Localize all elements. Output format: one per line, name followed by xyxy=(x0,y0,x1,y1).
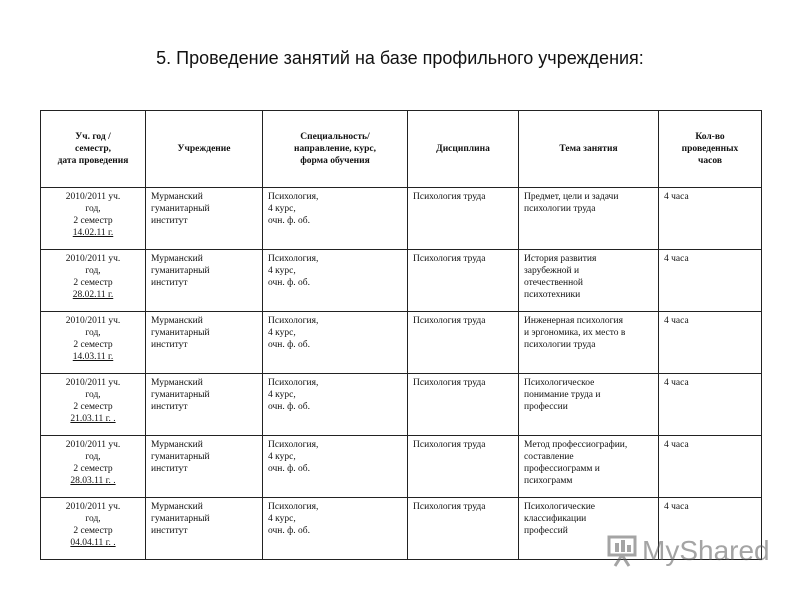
cell-institution xyxy=(146,188,263,250)
cell-date xyxy=(41,312,146,374)
cell-line: Учреждение xyxy=(177,143,231,154)
cell-line: 28.02.11 г. xyxy=(72,290,114,301)
cell-line: 2 семестр xyxy=(73,340,113,351)
cell-discipline: Психология труда xyxy=(408,498,519,560)
cell-line: понимание труда и xyxy=(524,390,601,401)
cell-line: Предмет, цели и задачи xyxy=(524,192,619,202)
cell-institution xyxy=(146,374,263,436)
cell-line: 4 курс, xyxy=(268,390,296,401)
cell-line: отечественной xyxy=(524,278,584,289)
cell-line: гуманитарный xyxy=(151,514,210,525)
cell-specialty xyxy=(263,374,408,436)
cell-line: и эргономика, их место в xyxy=(524,328,626,339)
cell-specialty xyxy=(263,188,408,250)
cell-line: 14.03.11 г. xyxy=(72,352,114,363)
cell-line: очн. ф. об. xyxy=(268,402,310,413)
cell-discipline: Психология труда xyxy=(408,312,519,374)
cell-institution xyxy=(146,498,263,560)
cell-line: профессиограмм и xyxy=(524,464,600,475)
cell-line: 2 семестр xyxy=(73,526,113,537)
cell-topic xyxy=(519,188,659,250)
cell-line: очн. ф. об. xyxy=(268,216,310,227)
cell-line: психологии труда xyxy=(524,204,596,215)
cell-line: институт xyxy=(151,340,188,351)
cell-line: психотехники xyxy=(524,290,581,301)
cell-line: 2 семестр xyxy=(73,464,113,475)
cell-hours: 4 часа xyxy=(659,374,762,436)
cell-line: составление xyxy=(524,452,574,463)
cell-date xyxy=(41,374,146,436)
cell-line: год, xyxy=(85,514,101,525)
cell-line: институт xyxy=(151,216,188,227)
cell-line: Тема занятия xyxy=(559,143,618,154)
cell-line: гуманитарный xyxy=(151,328,210,339)
cell-line: гуманитарный xyxy=(151,266,210,277)
cell-line: Психология, xyxy=(268,502,319,512)
table-body xyxy=(41,188,762,560)
cell-line: 2 семестр xyxy=(73,402,113,413)
cell-line: 04.04.11 г. . xyxy=(70,538,116,549)
cell-line: профессий xyxy=(524,526,568,537)
cell-date xyxy=(41,188,146,250)
cell-topic xyxy=(519,436,659,498)
cell-topic xyxy=(519,374,659,436)
cell-institution xyxy=(146,250,263,312)
cell-line: Уч. год / xyxy=(75,131,111,142)
header-year-semester-date xyxy=(41,111,146,188)
cell-line: форма обучения xyxy=(300,156,370,167)
table-row xyxy=(41,374,762,436)
cell-specialty xyxy=(263,250,408,312)
cell-line: 4 курс, xyxy=(268,514,296,525)
cell-line: 2010/2011 уч. xyxy=(65,254,121,264)
cell-line: Мурманский xyxy=(151,192,203,202)
cell-line: год, xyxy=(85,266,101,277)
cell-line: гуманитарный xyxy=(151,390,210,401)
cell-line: Психология, xyxy=(268,378,319,388)
cell-line: Психология, xyxy=(268,316,319,326)
cell-line: Психология, xyxy=(268,440,319,450)
cell-line: институт xyxy=(151,278,188,289)
cell-line: История развития xyxy=(524,254,597,264)
cell-line: институт xyxy=(151,402,188,413)
cell-line: 2010/2011 уч. xyxy=(65,440,121,450)
header-hours xyxy=(659,111,762,188)
cell-line: очн. ф. об. xyxy=(268,278,310,289)
cell-specialty xyxy=(263,436,408,498)
header-discipline xyxy=(408,111,519,188)
cell-line: Мурманский xyxy=(151,378,203,388)
cell-line: 2 семестр xyxy=(73,216,113,227)
cell-hours: 4 часа xyxy=(659,312,762,374)
cell-line: очн. ф. об. xyxy=(268,464,310,475)
cell-line: 14.02.11 г. xyxy=(72,228,114,239)
cell-hours: 4 часа xyxy=(659,498,762,560)
cell-line: Кол-во xyxy=(695,131,725,142)
cell-line: 4 курс, xyxy=(268,452,296,463)
cell-line: классификации xyxy=(524,514,587,525)
cell-line: Психологические xyxy=(524,502,596,512)
cell-line: Мурманский xyxy=(151,440,203,450)
cell-line: Психологическое xyxy=(524,378,595,388)
watermark xyxy=(606,534,770,568)
cell-line: 28.03.11 г. . xyxy=(70,476,116,487)
table-row xyxy=(41,436,762,498)
cell-line: Психология, xyxy=(268,192,319,202)
cell-line: дата проведения xyxy=(57,156,129,167)
cell-discipline: Психология труда xyxy=(408,188,519,250)
cell-line: очн. ф. об. xyxy=(268,526,310,537)
cell-line: семестр, xyxy=(74,143,111,154)
cell-topic xyxy=(519,312,659,374)
cell-line: 4 курс, xyxy=(268,266,296,277)
cell-line: год, xyxy=(85,204,101,215)
cell-hours: 4 часа xyxy=(659,436,762,498)
cell-specialty xyxy=(263,498,408,560)
table-header-row xyxy=(41,111,762,188)
table-row xyxy=(41,188,762,250)
page-title: 5. Проведение занятий на базе профильного учреждения: xyxy=(156,48,644,68)
cell-line: 2010/2011 уч. xyxy=(65,378,121,388)
cell-line: год, xyxy=(85,328,101,339)
cell-line: гуманитарный xyxy=(151,452,210,463)
presentation-board-icon xyxy=(606,534,638,568)
cell-discipline: Психология труда xyxy=(408,436,519,498)
cell-line: 2010/2011 уч. xyxy=(65,316,121,326)
watermark-text: MyShared xyxy=(642,535,770,566)
cell-discipline: Психология труда xyxy=(408,250,519,312)
cell-institution xyxy=(146,312,263,374)
cell-line: Психология, xyxy=(268,254,319,264)
table-row xyxy=(41,312,762,374)
cell-line: 2 семестр xyxy=(73,278,113,289)
cell-line: Метод профессиографии, xyxy=(524,440,628,450)
cell-hours: 4 часа xyxy=(659,188,762,250)
cell-line: Специальность/ xyxy=(300,131,370,142)
cell-discipline: Психология труда xyxy=(408,374,519,436)
cell-line: 21.03.11 г. . xyxy=(70,414,116,425)
cell-line: Мурманский xyxy=(151,316,203,326)
cell-line: год, xyxy=(85,390,101,401)
cell-line: часов xyxy=(698,156,722,167)
schedule-table xyxy=(40,110,762,560)
cell-line: психограмм xyxy=(524,476,573,487)
cell-line: 4 курс, xyxy=(268,328,296,339)
cell-specialty xyxy=(263,312,408,374)
cell-topic xyxy=(519,250,659,312)
table-row xyxy=(41,250,762,312)
cell-hours: 4 часа xyxy=(659,250,762,312)
cell-line: гуманитарный xyxy=(151,204,210,215)
cell-line: направление, курс, xyxy=(293,143,377,154)
cell-date xyxy=(41,436,146,498)
cell-line: 2010/2011 уч. xyxy=(65,502,121,512)
header-institution xyxy=(146,111,263,188)
cell-line: Мурманский xyxy=(151,502,203,512)
cell-line: Мурманский xyxy=(151,254,203,264)
cell-date xyxy=(41,250,146,312)
cell-institution xyxy=(146,436,263,498)
header-specialty xyxy=(263,111,408,188)
cell-line: профессии xyxy=(524,402,568,413)
cell-line: 2010/2011 уч. xyxy=(65,192,121,202)
cell-line: 4 курс, xyxy=(268,204,296,215)
cell-line: институт xyxy=(151,526,188,537)
cell-line: институт xyxy=(151,464,188,475)
cell-line: очн. ф. об. xyxy=(268,340,310,351)
cell-line: психологии труда xyxy=(524,340,596,351)
cell-line: Дисциплина xyxy=(436,143,490,154)
cell-line: проведенных xyxy=(681,143,739,154)
cell-line: год, xyxy=(85,452,101,463)
cell-date xyxy=(41,498,146,560)
cell-line: Инженерная психология xyxy=(524,316,623,326)
cell-line: зарубежной и xyxy=(524,266,580,277)
header-topic xyxy=(519,111,659,188)
